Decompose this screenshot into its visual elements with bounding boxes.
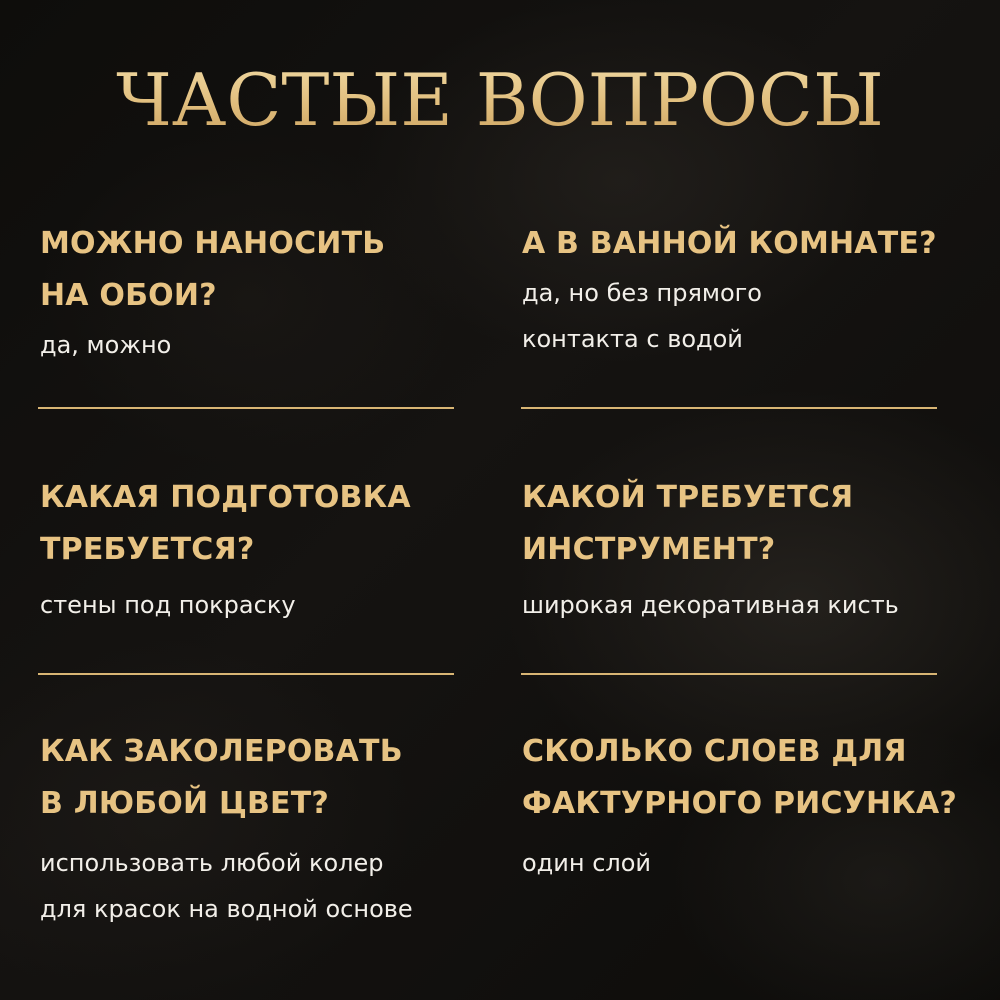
- faq-answer: один слой: [522, 849, 652, 877]
- faq-item-bathroom: [522, 218, 962, 362]
- divider-line: [521, 407, 937, 409]
- faq-item-tinting: [40, 726, 480, 932]
- faq-item-layers: [522, 726, 962, 886]
- faq-question: КАК ЗАКОЛЕРОВАТЬ В ЛЮБОЙ ЦВЕТ?: [40, 734, 403, 821]
- divider-line: [521, 673, 937, 675]
- faq-question: КАКАЯ ПОДГОТОВКА ТРЕБУЕТСЯ?: [40, 480, 411, 567]
- faq-item-preparation: [40, 472, 480, 628]
- faq-answer: да, можно: [40, 331, 172, 359]
- faq-question: СКОЛЬКО СЛОЕВ ДЛЯ ФАКТУРНОГО РИСУНКА?: [522, 734, 958, 821]
- faq-answer: стены под покраску: [40, 591, 296, 619]
- page-title: ЧАСТЫЕ ВОПРОСЫ: [0, 52, 1000, 148]
- faq-answer: да, но без прямого контакта с водой: [522, 279, 762, 353]
- faq-question: А В ВАННОЙ КОМНАТЕ?: [522, 226, 937, 261]
- faq-answer: использовать любой колер для красок на водной основе: [40, 849, 413, 923]
- divider-line: [38, 407, 454, 409]
- faq-question: МОЖНО НАНОСИТЬ НА ОБОИ?: [40, 226, 386, 313]
- faq-item-wallpaper: [40, 218, 480, 368]
- faq-item-tool: [522, 472, 962, 628]
- divider-line: [38, 673, 454, 675]
- faq-question: КАКОЙ ТРЕБУЕТСЯ ИНСТРУМЕНТ?: [522, 480, 854, 567]
- faq-answer: широкая декоративная кисть: [522, 591, 899, 619]
